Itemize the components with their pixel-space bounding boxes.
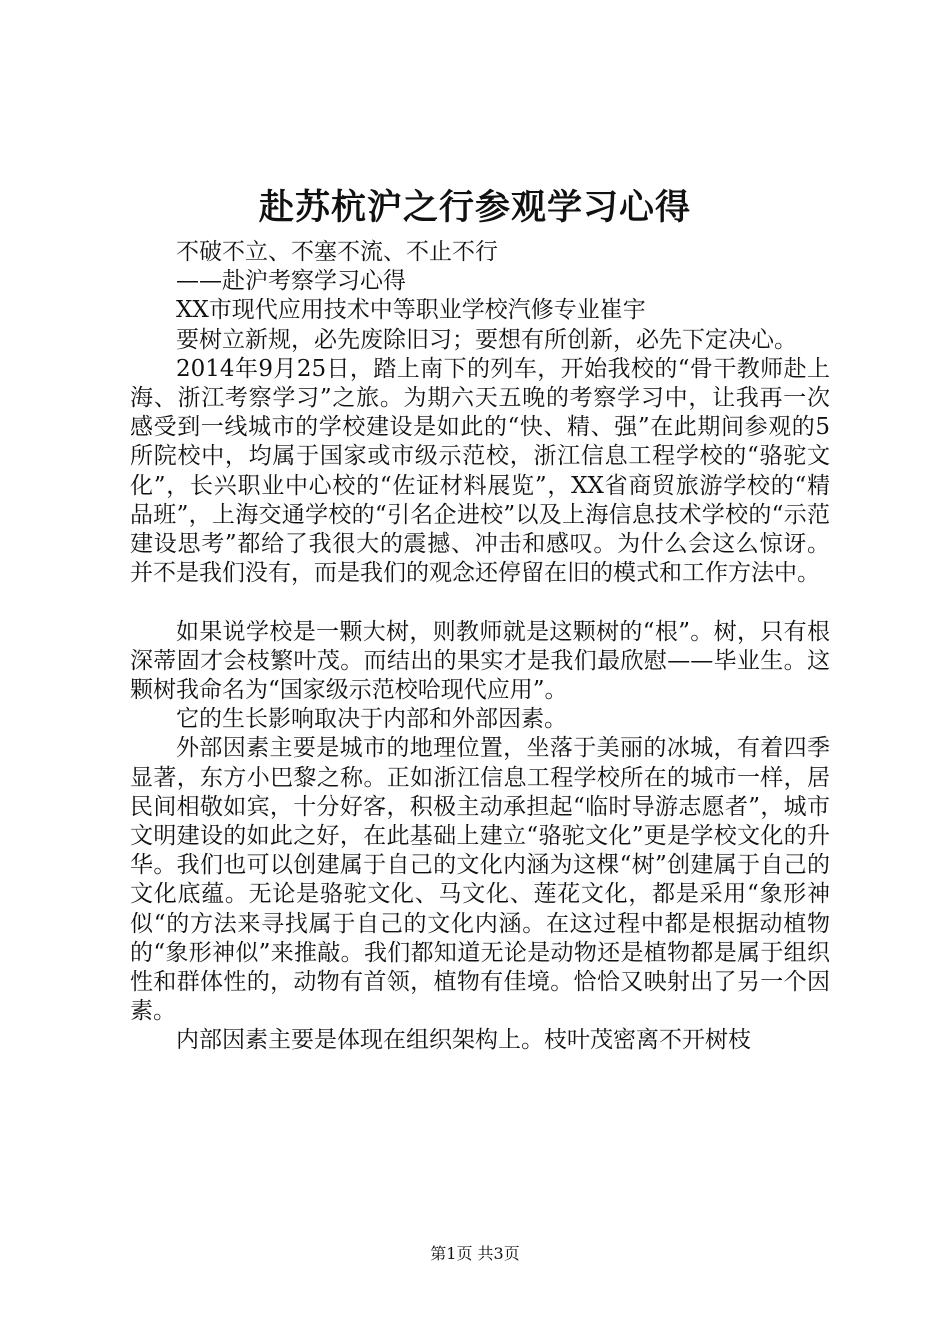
paragraph: 外部因素主要是城市的地理位置，坐落于美丽的冰城，有着四季显著，东方小巴黎之称。正如浙江信息工程学校所在的城市一样，居民间相敬如宾，十分好客，积极主动承担起“临时导游志愿者”，城市文明建设的如此之好，在此基础上建立“骆驼文化”更是学校文化的升华。我们也可以创建属于自己的文化内涵为这棵“树”创建属于自己的文化底蕴。无论是骆驼文化、马文化、莲花文化，都是采用“象形神似“的方法来寻找属于自己的文化内涵。在这过程中都是根据动植物的“象形神似”来推敲。我们都知道无论是动物还是植物都是属于组织性和群体性的，动物有首领，植物有佳境。恰恰又映射出了另一个因素。: [130, 735, 830, 1025]
document-body: [130, 238, 830, 1056]
paragraph: 要树立新规，必先废除旧习；要想有所创新，必先下定决心。: [176, 326, 797, 353]
document-title: 赴苏杭沪之行参观学习心得: [258, 187, 691, 228]
paragraph: 内部因素主要是体现在组织架构上。枝叶茂密离不开树枝: [176, 1027, 751, 1054]
paragraph: 它的生长影响取决于内部和外部因素。: [176, 706, 567, 733]
paragraph: 如果说学校是一颗大树，则教师就是这颗树的“根”。树，只有根深蒂固才会枝繁叶茂。而结出的果实才是我们最欣慰——毕业生。这颗树我命名为“国家级示范校哈现代应用”。: [130, 618, 830, 704]
paragraph: 2014年9月25日，踏上南下的列车，开始我校的“骨干教师赴上海、浙江考察学习”之旅。为期六天五晚的考察学习中，让我再一次感受到一线城市的学校建设是如此的“快、精、强”在此期间参观的5所院校中，均属于国家或市级示范校，浙江信息工程学校的“骆驼文化”，长兴职业中心校的“佐证材料展览”，XX省商贸旅游学校的“精品班”，上海交通学校的“引名企进校”以及上海信息技术学校的“示范建设思考”都给了我很大的震撼、冲击和感叹。为什么会这么惊讶。并不是我们没有，而是我们的观念还停留在旧的模式和工作方法中。: [130, 355, 831, 587]
paragraph-subtitle-2: ——赴沪考察学习心得: [176, 268, 406, 295]
page-footer: 第1页 共3页: [430, 1244, 520, 1263]
paragraph-subtitle: 不破不立、不塞不流、不止不行: [176, 239, 498, 265]
paragraph-author: XX市现代应用技术中等职业学校汽修专业崔宇: [176, 297, 646, 324]
